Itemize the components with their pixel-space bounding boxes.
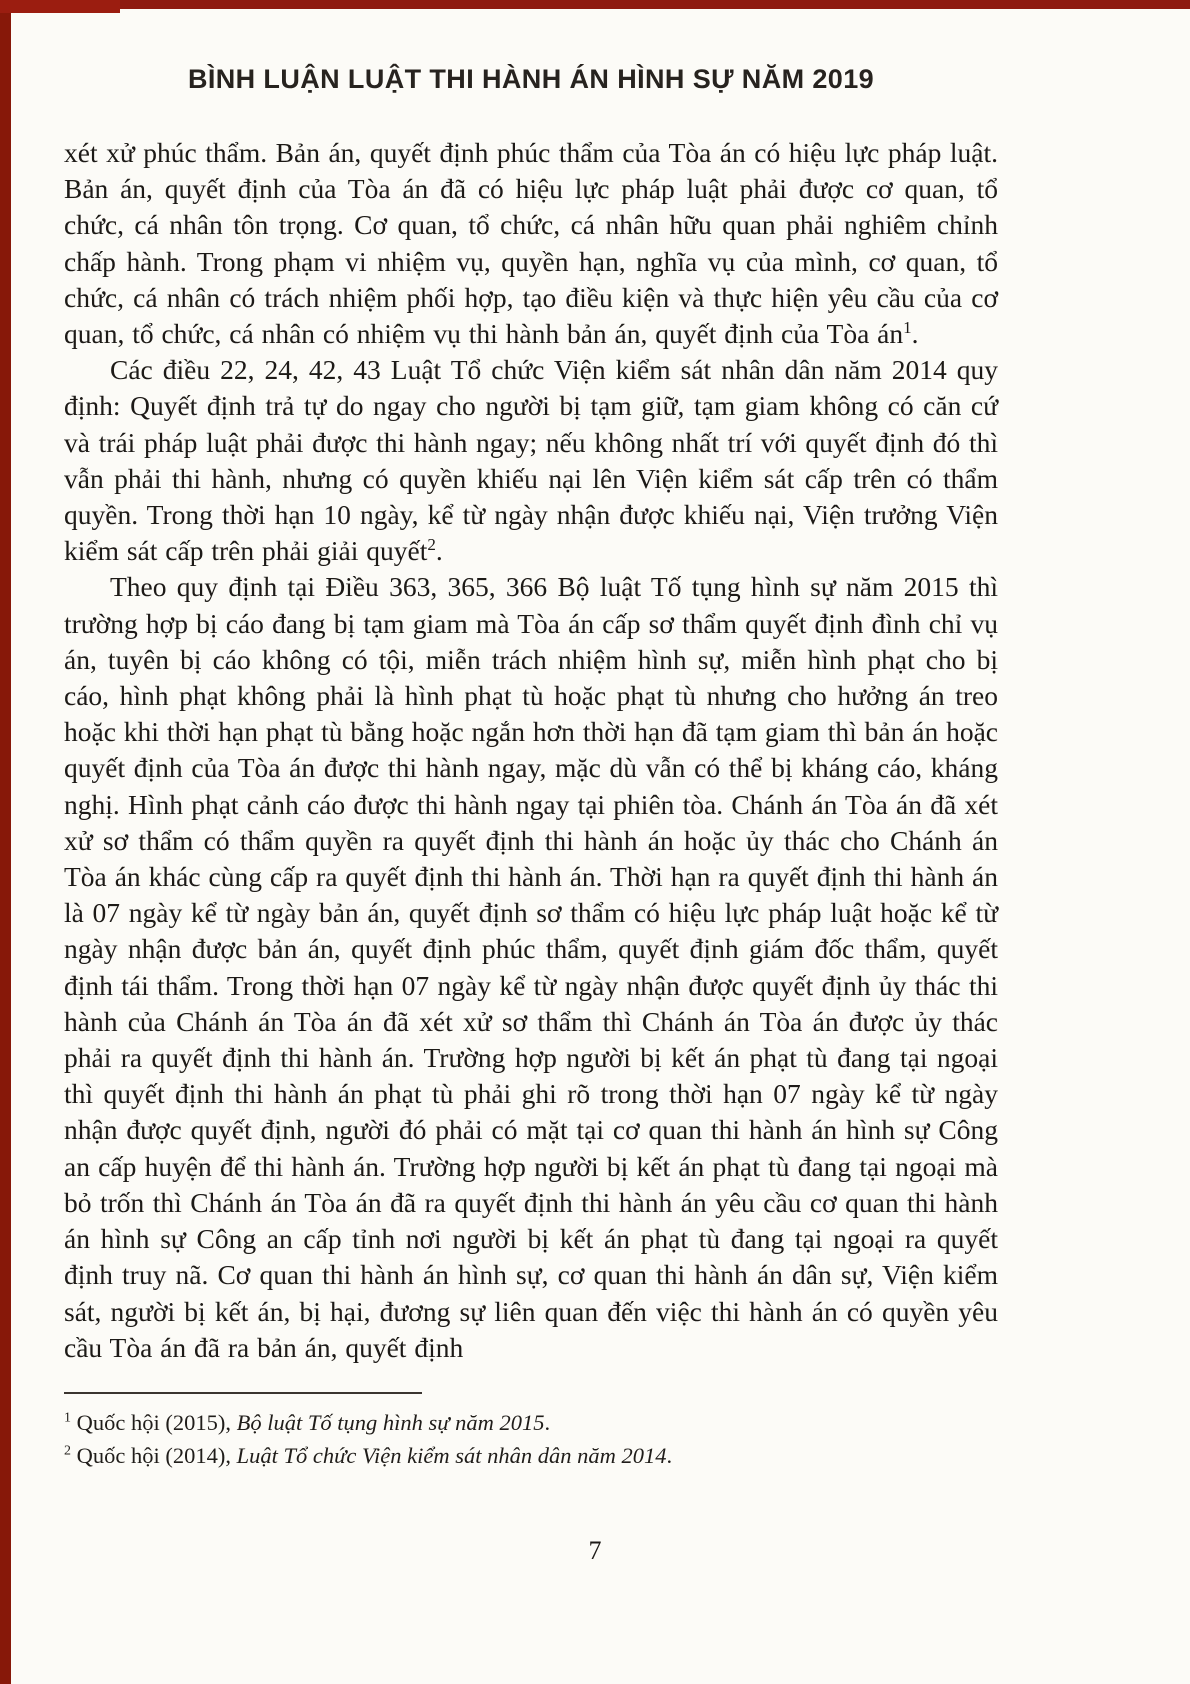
paragraph-text: xét xử phúc thẩm. Bản án, quyết định phúc thẩm của Tòa án có hiệu lực pháp luật. Bản án, quyết định của Tòa án đã có hiệu lực pháp luật phải được cơ quan, tổ chức, cá nhân tôn trọng. Cơ quan, tổ chức, cá nhân hữu quan phải nghiêm chỉnh chấp hành. Trong phạm vi nhiệm vụ, quyền hạn, nghĩa vụ của mình, cơ quan, tổ chức, cá nhân có trách nhiệm phối hợp, tạo điều kiện và thực hiện yêu cầu của cơ quan, tổ chức, cá nhân có nhiệm vụ thi hành bản án, quyết định của Tòa án [64, 137, 998, 350]
footnote-ref: 2 [427, 535, 436, 555]
footnote-ref: 1 [903, 317, 912, 337]
paragraph [64, 135, 998, 352]
footnote-title: Bộ luật Tố tụng hình sự năm 2015 [236, 1409, 545, 1435]
paragraph [64, 352, 998, 569]
scan-edge-left [0, 0, 11, 1684]
footnote-title: Luật Tổ chức Viện kiểm sát nhân dân năm 2014 [236, 1442, 667, 1468]
footnotes-section [64, 1406, 998, 1472]
footnote-marker: 2 [64, 1443, 71, 1459]
footnote [64, 1439, 998, 1472]
page-content [64, 64, 998, 1472]
footnote [64, 1406, 998, 1439]
paragraph-tail: . [435, 535, 443, 567]
scan-edge-top [0, 0, 1190, 9]
footnote-text: Quốc hội (2014), [70, 1442, 237, 1468]
paragraph-tail: . [911, 318, 919, 350]
page-number: 7 [588, 1536, 602, 1565]
scan-edge-corner [0, 0, 120, 13]
paragraph-text: Theo quy định tại Điều 363, 365, 366 Bộ luật Tố tụng hình sự năm 2015 thì trường hợp bị cáo đang bị tạm giam mà Tòa án cấp sơ thẩm quyết định đình chỉ vụ án, tuyên bị cáo không có tội, miễn trách nhiệm hình sự, miễn hình phạt cho bị cáo, hình phạt không phải là hình phạt tù hoặc phạt tù nhưng cho hưởng án treo hoặc khi thời hạn phạt tù bằng hoặc ngắn hơn thời hạn đã tạm giam thì bản án hoặc quyết định của Tòa án được thi hành ngay, mặc dù vẫn có thể bị kháng cáo, kháng nghị. Hình phạt cảnh cáo được thi hành ngay tại phiên tòa. Chánh án Tòa án đã xét xử sơ thẩm có thẩm quyền ra quyết định thi hành án hoặc ủy thác cho Chánh án Tòa án khác cùng cấp ra quyết định thi hành án. Thời hạn ra quyết định thi hành án là 07 ngày kể từ ngày bản án, quyết định sơ thẩm có hiệu lực pháp luật hoặc kể từ ngày nhận được bản án, quyết định phúc thẩm, quyết định giám đốc thẩm, quyết định tái thẩm. Trong thời hạn 07 ngày kể từ ngày nhận được quyết định ủy thác thi hành của Chánh án Tòa án đã xét xử sơ thẩm thì Chánh án Tòa án được ủy thác phải ra quyết định thi hành án. Trường hợp người bị kết án phạt tù đang tại ngoại thì quyết định thi hành án phạt tù phải ghi rõ trong thời hạn 07 ngày kể từ ngày nhận được quyết định, người đó phải có mặt tại cơ quan thi hành án hình sự Công an cấp huyện để thi hành án. Trường hợp người bị kết án phạt tù đang tại ngoại mà bỏ trốn thì Chánh án Tòa án đã ra quyết định thi hành án yêu cầu cơ quan thi hành án hình sự Công an cấp tỉnh nơi người bị kết án phạt tù đang tại ngoại ra quyết định truy nã. Cơ quan thi hành án hình sự, cơ quan thi hành án dân sự, Viện kiểm sát, người bị kết án, bị hại, đương sự liên quan đến việc thi hành án có quyền yêu cầu Tòa án đã ra bản án, quyết định [64, 571, 998, 1363]
footnote-tail: . [544, 1409, 551, 1435]
paragraph-text: Các điều 22, 24, 42, 43 Luật Tổ chức Viện kiểm sát nhân dân năm 2014 quy định: Quyết định trả tự do ngay cho người bị tạm giữ, tạm giam không có căn cứ và trái pháp luật phải được thi hành ngay; nếu không nhất trí với quyết định đó thì vẫn phải thi hành, nhưng có quyền khiếu nại lên Viện kiểm sát cấp trên có thẩm quyền. Trong thời hạn 10 ngày, kể từ ngày nhận được khiếu nại, Viện trưởng Viện kiểm sát cấp trên phải giải quyết [64, 354, 998, 567]
footnote-marker: 1 [64, 1410, 71, 1426]
footnote-text: Quốc hội (2015), [70, 1409, 237, 1435]
paragraph [64, 569, 998, 1365]
footnote-divider [64, 1392, 422, 1394]
footnote-tail: . [666, 1442, 673, 1468]
page-title: BÌNH LUẬN LUẬT THI HÀNH ÁN HÌNH SỰ NĂM 2019 [187, 64, 875, 94]
